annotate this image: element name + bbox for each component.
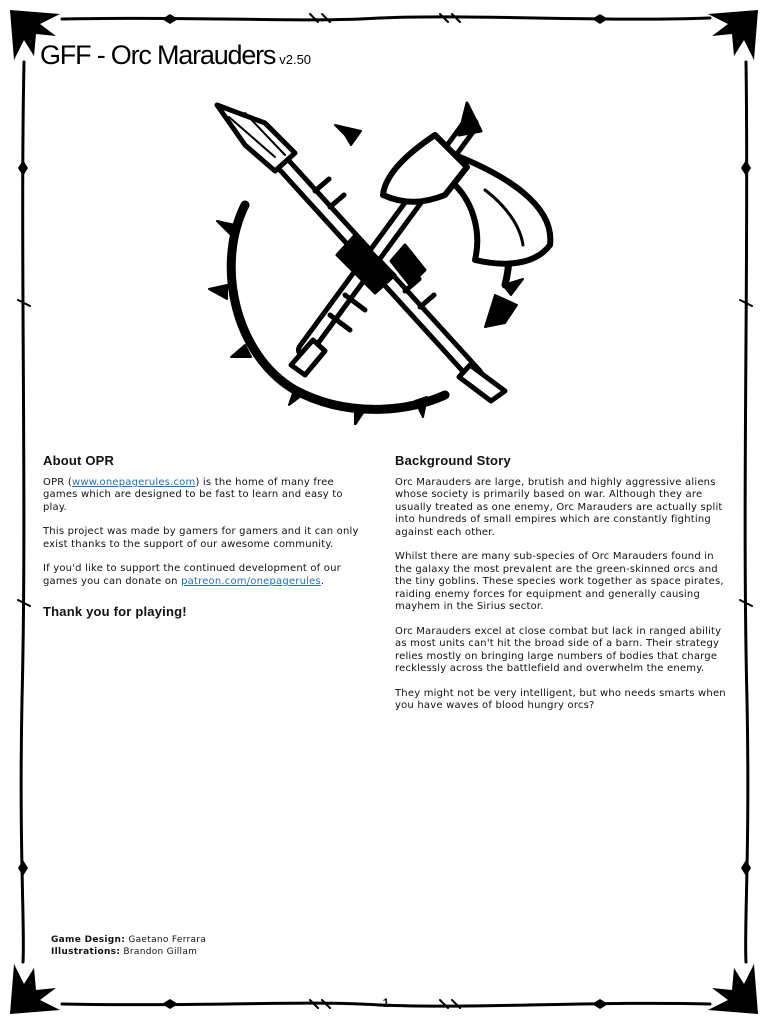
credit-name: Brandon Gillam <box>123 946 198 957</box>
story-paragraph: Whilst there are many sub-species of Orc Marauders found in the galaxy the most prevalent are the green-skinned orcs and the tiny goblins. These species work together as space pirates, raiding enemy forces for equipment and generally causing mayhem in the Sirius sector. <box>395 551 724 612</box>
credits <box>51 935 206 958</box>
version-label: v2.50 <box>279 52 312 67</box>
about-p1-suffix: ) is the home of many free games which are designed to be fast to learn and easy to play. <box>43 476 343 513</box>
about-p1-prefix: OPR ( <box>43 476 72 488</box>
background-story-section <box>395 455 727 725</box>
about-paragraph-2: This project was made by gamers for gamers and it can only exist thanks to the support of our awesome community. <box>43 526 359 550</box>
about-paragraph-1 <box>43 477 363 515</box>
crossed-spear-and-axe-icon <box>205 95 565 425</box>
about-p3-suffix: . <box>320 575 325 587</box>
opr-website-link[interactable]: www.onepagerules.com <box>71 476 196 488</box>
credit-game-design <box>51 935 206 947</box>
credit-illustrations <box>51 947 206 959</box>
story-heading: Background Story <box>395 453 511 468</box>
credit-label: Illustrations: <box>51 946 121 957</box>
patreon-link[interactable]: patreon.com/onepagerules <box>181 575 321 587</box>
page-number: 1 <box>382 996 390 1010</box>
page-title <box>40 40 311 71</box>
thanks-heading: Thank you for playing! <box>43 604 187 619</box>
about-p3-prefix: If you'd like to support the continued development of our games you can donate on <box>43 563 341 587</box>
story-paragraph: Orc Marauders excel at close combat but lack in ranged ability as most units can't hit the broad side of a barn. Their strategy relies mostly on bringing large numbers of bodies that charge recklessly across the battlefield and overwhelm the enemy. <box>395 625 722 674</box>
about-heading: About OPR <box>43 453 115 468</box>
credit-label: Game Design: <box>51 935 126 945</box>
about-paragraph-3 <box>43 563 363 588</box>
title-text: GFF - Orc Marauders <box>40 40 276 70</box>
credit-name: Gaetano Ferrara <box>128 935 207 945</box>
about-opr-section <box>43 455 363 628</box>
story-paragraph: Orc Marauders are large, brutish and highly aggressive aliens whose society is primarily based on war. Although they are usually treated as one enemy, Orc Marauders are actually split into hundreds of small empires which are constantly fighting against each other. <box>395 476 723 538</box>
story-paragraph: They might not be very intelligent, but who needs smarts when you have waves of blood hungry orcs? <box>395 687 726 711</box>
